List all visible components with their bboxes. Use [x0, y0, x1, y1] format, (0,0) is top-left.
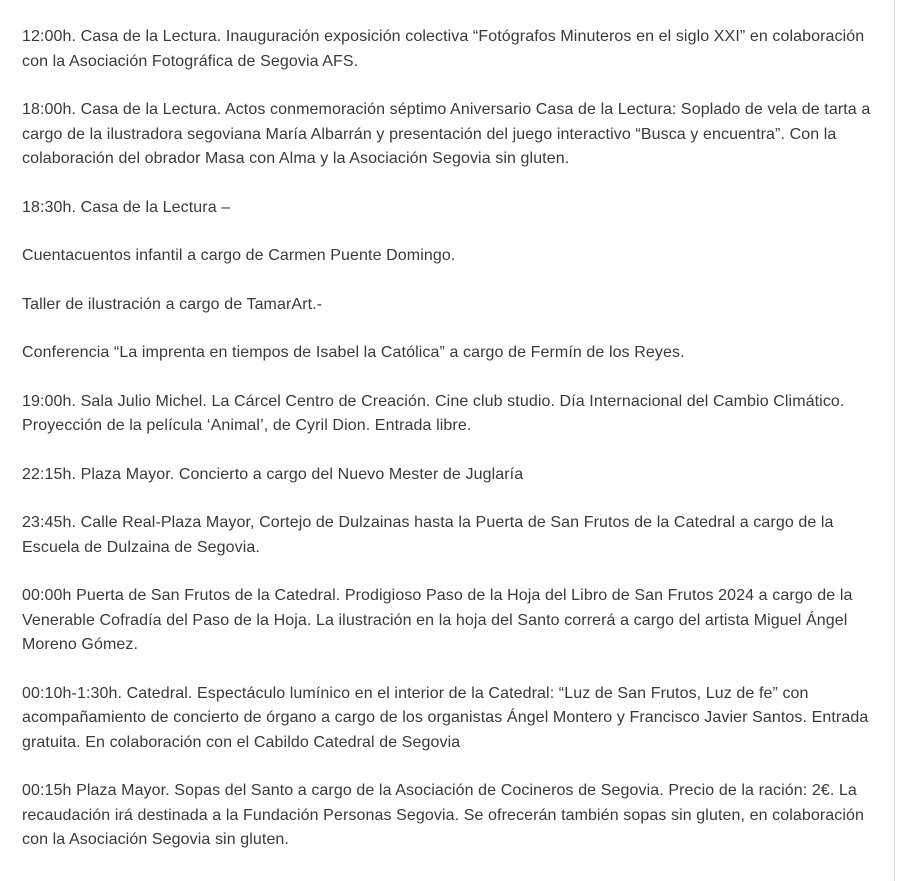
event-paragraph-1830: 18:30h. Casa de la Lectura – [22, 198, 231, 216]
event-paragraph-2345: 23:45h. Calle Real-Plaza Mayor, Cortejo de Dulzainas hasta la Puerta de San Frutos de la Catedral a cargo de la Escuela de Dulzaina de Segovia. [22, 514, 834, 556]
event-paragraph-conferencia: Conferencia “La imprenta en tiempos de Isabel la Católica” a cargo de Fermín de los Reyes. [22, 344, 685, 361]
event-paragraph-1900: 19:00h. Sala Julio Michel. La Cárcel Centro de Creación. Cine club studio. Día Internacional del Cambio Climático. Proyección de la película ‘Animal’, de Cyril Dion. Entrada libre. [22, 392, 845, 434]
article-body [22, 25, 882, 877]
event-paragraph-taller: Taller de ilustración a cargo de TamarArt.- [22, 295, 323, 313]
event-paragraph-1200: 12:00h. Casa de la Lectura. Inauguración exposición colectiva “Fotógrafos Minuteros en el siglo XXI” en colaboración con la Asociación Fotográfica de Segovia AFS. [22, 28, 865, 70]
event-paragraph-cuentacuentos: Cuentacuentos infantil a cargo de Carmen Puente Domingo. [22, 247, 456, 264]
event-paragraph-0015: 00:15h Plaza Mayor. Sopas del Santo a cargo de la Asociación de Cocineros de Segovia. Precio de la ración: 2€. La recaudación irá destinada a la Fundación Personas Segovia. Se ofrecerán también sopas sin gluten, en colaboración con la Asociación Segovia sin gluten. [22, 782, 865, 848]
event-paragraph-0010: 00:10h-1:30h. Catedral. Espectáculo lumínico en el interior de la Catedral: “Luz de San Frutos, Luz de fe” con acompañamiento de concierto de órgano a cargo de los organistas Ángel Montero y Francisco Javier Santos. Entrada gratuita. En colaboración con el Cabildo Catedral de Segovia [22, 684, 869, 751]
event-paragraph-2215: 22:15h. Plaza Mayor. Concierto a cargo del Nuevo Mester de Juglaría [22, 465, 524, 483]
event-paragraph-1800: 18:00h. Casa de la Lectura. Actos conmemoración séptimo Aniversario Casa de la Lectura: Soplado de vela de tarta a cargo de la ilustradora segoviana María Albarrán y presentación del juego interactivo “Busca y encuentra”. Con la colaboración del obrador Masa con Alma y la Asociación Segovia sin gluten. [22, 101, 871, 167]
event-paragraph-0000: 00:00h Puerta de San Frutos de la Catedral. Prodigioso Paso de la Hoja del Libro de San Frutos 2024 a cargo de la Venerable Cofradía del Paso de la Hoja. La ilustración en la hoja del Santo correrá a cargo del artista Miguel Ángel Moreno Gómez. [22, 587, 853, 653]
